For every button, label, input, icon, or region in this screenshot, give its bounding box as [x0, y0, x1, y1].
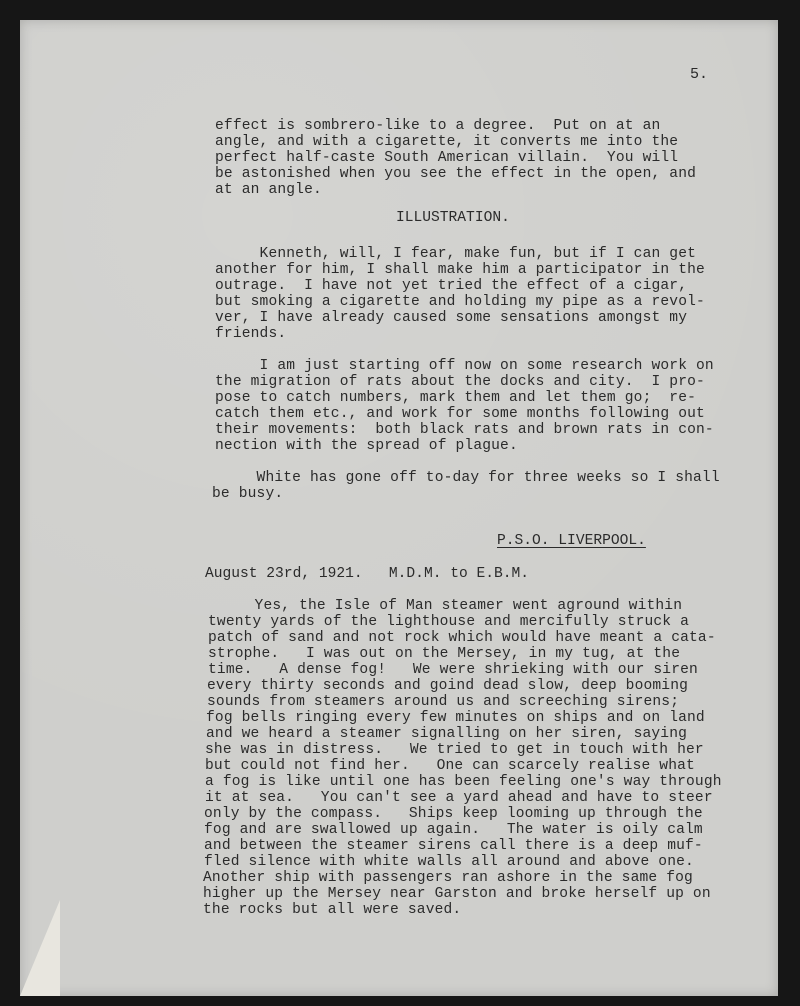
text-line: perfect half-caste South American villain. You will: [215, 150, 679, 166]
text-line: be astonished when you see the effect in the open, and: [215, 166, 697, 182]
text-line: White has gone off to-day for three weeks so I shall: [212, 470, 720, 486]
text-line: only by the compass. Ships keep looming up through the: [204, 806, 703, 822]
text-line: their movements: both black rats and brown rats in con-: [215, 422, 714, 438]
text-line: but could not find her. One can scarcely realise what: [205, 758, 695, 774]
text-line: be busy.: [212, 486, 284, 502]
text-line: twenty yards of the lighthouse and mercifully struck a: [208, 614, 690, 630]
text-line: fog and are swallowed up again. The water is oily calm: [204, 822, 703, 838]
text-line: strophe. I was out on the Mersey, in my tug, at the: [208, 646, 681, 662]
text-line: the rocks but all were saved.: [203, 902, 462, 918]
text-line: I am just starting off now on some research work on: [215, 358, 714, 374]
text-line: another for him, I shall make him a participator in the: [215, 262, 705, 278]
signature-line: P.S.O. LIVERPOOL.: [497, 533, 646, 549]
text-line: angle, and with a cigarette, it converts me into the: [215, 134, 679, 150]
text-line: time. A dense fog! We were shrieking with our siren: [208, 662, 698, 678]
text-line: and between the steamer sirens call there is a deep muf-: [204, 838, 703, 854]
text-line: fog bells ringing every few minutes on ships and on land: [206, 710, 705, 726]
text-line: every thirty seconds and goind dead slow, deep booming: [207, 678, 689, 694]
text-line: patch of sand and not rock which would have meant a cata-: [208, 630, 716, 646]
text-line: ver, I have already caused some sensations amongst my: [215, 310, 688, 326]
text-line: outrage. I have not yet tried the effect of a cigar,: [215, 278, 688, 294]
text-line: Kenneth, will, I fear, make fun, but if I can get: [215, 246, 697, 262]
text-line: higher up the Mersey near Garston and broke herself up on: [203, 886, 711, 902]
text-line: Yes, the Isle of Man steamer went aground within: [210, 598, 683, 614]
text-line: but smoking a cigarette and holding my pipe as a revol-: [215, 294, 705, 310]
text-line: catch them etc., and work for some months following out: [215, 406, 705, 422]
text-line: sounds from steamers around us and screeching sirens;: [207, 694, 680, 710]
text-line: at an angle.: [215, 182, 322, 198]
page-number: 5.: [690, 66, 709, 83]
text-line: effect is sombrero-like to a degree. Put on at an: [215, 118, 661, 134]
text-line: it at sea. You can't see a yard ahead and have to steer: [205, 790, 713, 806]
text-line: the migration of rats about the docks and city. I pro-: [215, 374, 705, 390]
text-line: pose to catch numbers, mark them and let them go; re-: [215, 390, 697, 406]
date-line: August 23rd, 1921. M.D.M. to E.B.M.: [205, 566, 530, 582]
text-line: a fog is like until one has been feeling one's way through: [205, 774, 722, 790]
text-line: and we heard a steamer signalling on her siren, saying: [206, 726, 688, 742]
text-line: nection with the spread of plague.: [215, 438, 518, 454]
text-line: friends.: [215, 326, 287, 342]
text-line: fled silence with white walls all around and above one.: [204, 854, 694, 870]
text-line: Another ship with passengers ran ashore in the same fog: [203, 870, 693, 886]
illustration-label: ILLUSTRATION.: [396, 210, 510, 226]
folded-corner: [20, 900, 60, 996]
text-line: she was in distress. We tried to get in touch with her: [205, 742, 704, 758]
